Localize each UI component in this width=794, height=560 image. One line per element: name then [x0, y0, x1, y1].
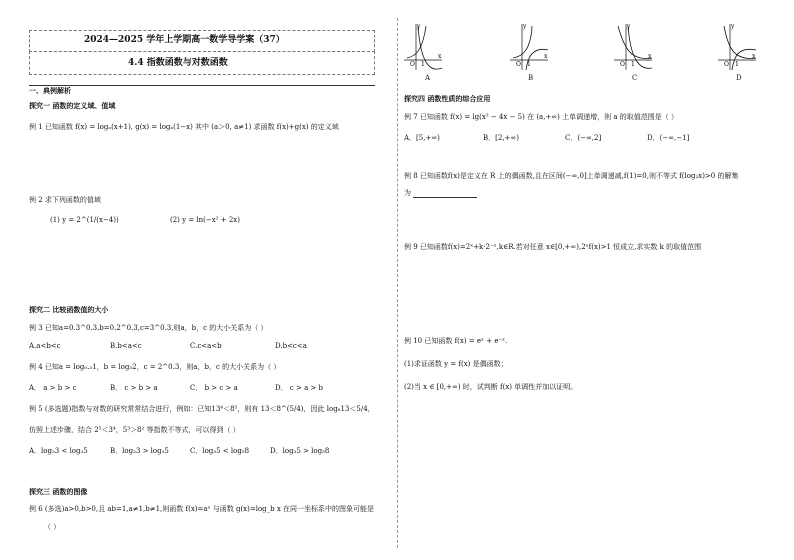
graph-d-label: D — [736, 74, 742, 82]
example-5-choice-d: D．log₃5 > log₅8 — [270, 447, 330, 455]
graph-d-x-label: x — [752, 53, 756, 60]
example-3-choice-c: C.c<a<b — [190, 342, 222, 350]
column-divider — [397, 18, 398, 548]
header-rule — [29, 85, 375, 86]
example-10-part-1: (1)求证函数 y = f(x) 是偶函数； — [404, 360, 508, 368]
graph-c-origin: O — [620, 61, 625, 68]
example-5-line-2: 仿照上述步骤，结合 2⁵＜3⁴，5³＞8² 等指数不等式，可以得到（ ） — [29, 426, 240, 434]
graph-a-tick: 1 — [421, 61, 425, 68]
graph-d-origin: O — [724, 61, 729, 68]
graph-b-tick: 1 — [527, 61, 531, 68]
graph-b-origin: O — [516, 61, 521, 68]
section-heading: 一、典例解析 — [29, 86, 71, 95]
example-6-line-2: （ ） — [44, 523, 61, 531]
example-4-choice-a: A． a > b > c — [29, 384, 77, 392]
example-10: 例 10 已知函数 f(x) = eˣ + e⁻ˣ. — [404, 337, 508, 345]
graph-a-exponential-curve — [407, 26, 426, 58]
graph-b — [510, 22, 550, 72]
graph-b-label: B — [528, 74, 534, 82]
graph-d-tick: 1 — [735, 61, 739, 68]
example-8-line-2: 为 — [404, 189, 411, 197]
page-subtitle: 4.4 指数函数与对数函数 — [128, 58, 228, 68]
example-10-part-2: (2)当 x ∈ [0,+∞) 时，试判断 f(x) 单调性并加以证明。 — [404, 383, 578, 391]
example-7: 例 7 已知函数 f(x) = lg(x² − 4x − 5) 在 (a,+∞) 上单调递增，则 a 的取值范围是（ ） — [404, 113, 678, 121]
example-7-choice-b: B．[2,+∞) — [483, 134, 519, 142]
example-5-choice-a: A．log₂3 < log₃5 — [29, 447, 88, 455]
example-2: 例 2 求下列函数的值域 — [29, 196, 101, 204]
graph-c-exponential-curve — [618, 26, 652, 59]
graph-c-label: C — [632, 74, 638, 82]
graph-c-x-label: x — [648, 53, 652, 60]
example-7-choice-a: A．[5,+∞) — [404, 134, 440, 142]
example-8-line-1: 例 8 已知函数f(x)是定义在 R 上的偶函数,且在区间(−∞,0]上单调递减,f(1)=0,则不等式 f(log₂x)>0 的解集 — [404, 172, 739, 180]
page-title: 2024—2025 学年上学期高一数学导学案（37） — [84, 35, 285, 45]
example-3-choice-a: A.a<b<c — [29, 342, 61, 350]
example-3-choice-d: D.b<c<a — [275, 342, 307, 350]
example-5-choice-b: B．log₂3 > log₃5 — [110, 447, 169, 455]
example-4-choice-c: C． b > c > a — [190, 384, 238, 392]
example-2-part-1: (1) y = 2^(1/(x−4)) — [50, 216, 119, 224]
example-5-choice-c: C．log₃5 < log₅8 — [190, 447, 250, 455]
example-3-choice-b: B.b<a<c — [110, 342, 142, 350]
graph-b-exponential-curve — [513, 26, 532, 58]
inquiry-2-heading: 探究二 比较函数值的大小 — [29, 305, 109, 314]
example-4-choice-b: B． c > b > a — [110, 384, 158, 392]
graph-a-label: A — [425, 74, 431, 82]
graph-b-x-label: x — [544, 53, 548, 60]
example-7-choice-d: D．(−∞,−1] — [647, 134, 690, 142]
graph-b-y-label: y — [523, 23, 527, 30]
example-4: 例 4 已知a = log₀.₃1，b = log₃2，c = 2^0.3，则a，b，c 的大小关系为（ ） — [29, 363, 281, 371]
example-4-choice-d: D． c > a > b — [275, 384, 324, 392]
example-7-choice-c: C．(−∞,2] — [565, 134, 602, 142]
graph-c-tick: 1 — [631, 61, 635, 68]
graph-a-y-label: y — [417, 23, 421, 30]
example-2-part-2: (2) y = ln(−x² + 2x) — [170, 216, 240, 224]
graph-c — [614, 22, 654, 72]
inquiry-1-heading: 探究一 函数的定义域、值域 — [29, 101, 116, 110]
graph-d-y-label: y — [731, 23, 735, 30]
example-6-line-1: 例 6 (多选)a>0,b>0,且 ab=1,a≠1,b≠1,则函数 f(x)=aˣ 与函数 g(x)=log_b x 在同一坐标系中的图象可能是 — [29, 505, 375, 513]
example-9: 例 9 已知函数f(x)=2ˣ+k·2⁻ˣ,k∈R.若对任意 x∈[0,+∞),2ˣf(x)>1 恒成立,求实数 k 的取值范围 — [404, 243, 702, 251]
example-1: 例 1 已知函数 f(x) = logₐ(x+1), g(x) = logₐ(1−x) 其中 (a＞0, a≠1) 求函数 f(x)+g(x) 的定义域 — [29, 123, 339, 131]
inquiry-4-heading: 探究四 函数性质的综合应用 — [404, 94, 491, 103]
example-5-line-1: 例 5 (多选题)指数与对数的研究常常结合进行，例如：已知13⁴＜8⁵，则有 13＜8^(5/4)，因此 log₈13＜5/4， — [29, 405, 375, 413]
graph-a-origin: O — [410, 61, 415, 68]
graph-d — [718, 22, 758, 72]
example-8-answer-blank — [413, 197, 477, 198]
graph-c-y-label: y — [627, 23, 631, 30]
example-3: 例 3 已知a=0.3^0.3,b=0.2^0.3,c=3^0.3,则a，b，c 的大小关系为（ ） — [29, 324, 268, 332]
graph-a-x-label: x — [438, 53, 442, 60]
inquiry-3-heading: 探究三 函数的图像 — [29, 487, 88, 496]
graph-a — [404, 22, 444, 72]
